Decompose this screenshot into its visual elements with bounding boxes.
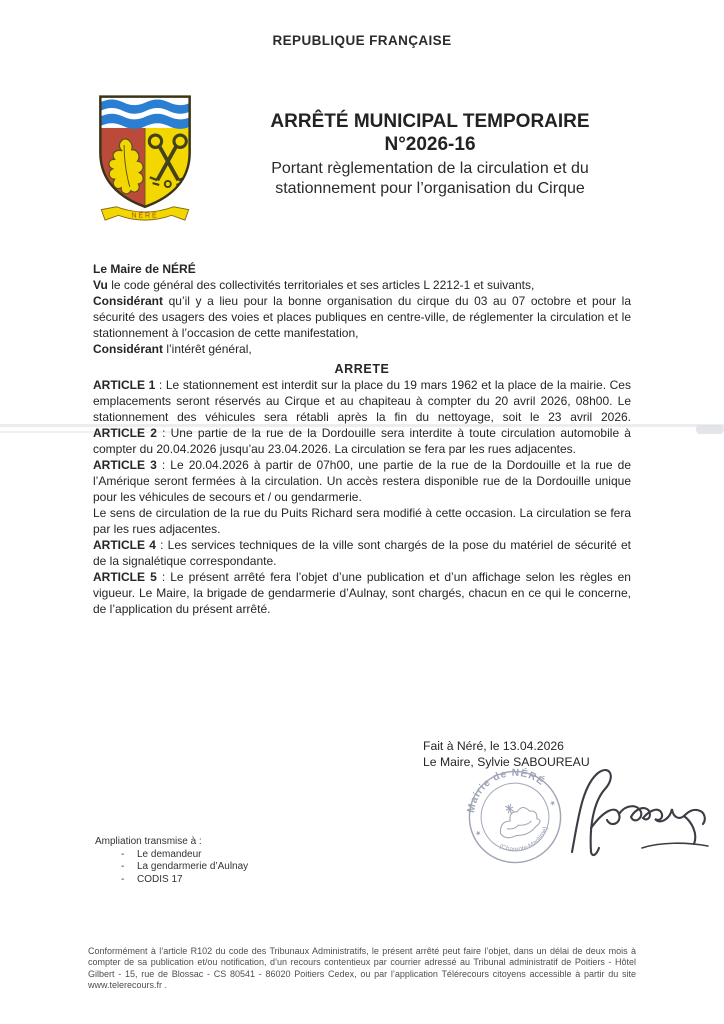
article-3-continuation	[93, 505, 631, 537]
legal-footer: Conformément à l’article R102 du code des Tribunaux Administratifs, le présent arrêté peut faire l’objet, dans un délai de deux mois à compter de sa publication et/ou notification, d’un recours contentieux par courrier adressé au Tribunal administratif de Poitiers - Hôtel Gilbert - 15, rue de Blossac - CS 80541 - 86020 Poitiers Cedex, ou par l’application Télérecours citoyens accessible à partir du site www.telerecours.fr .	[88, 946, 636, 991]
stamp-star-left: ★	[474, 829, 483, 839]
stamp-star-right: ★	[548, 799, 558, 809]
article-text: : Le 20.04.2026 à partir de 07h00, une partie de la rue de la Dordouille et la rue de l’Amérique seront fermées à la circulation. Un accès restera disponible rue de la Dordouille unique pour les véhicules de secours et / ou gendarmerie.	[93, 458, 631, 504]
article-text: : Le présent arrêté fera l’objet d’une publication et d’un affichage selon les règles en vigueur. Le Maire, la brigade de gendarmerie d’Aulnay, sont chargés, chacun en ce qui le concerne, de l’application du présent arrêté.	[93, 570, 631, 616]
scan-artifact-smudge	[696, 425, 724, 434]
article-5	[93, 569, 631, 617]
dash-bullet: -	[121, 848, 125, 860]
decree-title: ARRÊTÉ MUNICIPAL TEMPORAIRE	[270, 111, 590, 132]
article-label: ARTICLE 1	[93, 378, 156, 392]
article-label: ARTICLE 3	[93, 458, 157, 472]
article-label: ARTICLE 5	[93, 570, 157, 584]
article-4	[93, 537, 631, 569]
considerant-clause-1	[93, 293, 631, 341]
considerant-text: qu’il y a lieu pour la bonne organisation du cirque du 03 au 07 octobre et pour la sécurité des usagers des voies et places publiques en centre-ville, de réglementer la circulation et le stationnement à l’occasion de cette manifestation,	[93, 294, 631, 340]
mayor-line: Le Maire de NÉRÉ	[93, 262, 196, 276]
decree-subtitle: Portant règlementation de la circulation et du stationnement pour l’organisation du Cirque	[271, 160, 589, 197]
stamp-top-text: Mairie de NÉRÉ	[465, 767, 547, 814]
considerant-clause-2	[93, 341, 631, 357]
svg-text:(Charente-Maritime)	[496, 824, 554, 861]
ampliation-item-text: CODIS 17	[137, 873, 183, 885]
republic-header: REPUBLIQUE FRANÇAISE	[272, 33, 452, 48]
considerant-text: l’intérêt général,	[163, 342, 252, 356]
stamp-center-emblem	[492, 796, 543, 843]
arrete-heading: ARRETE	[334, 362, 390, 376]
ampliation-title: Ampliation transmise à :	[95, 836, 202, 847]
vu-clause	[93, 277, 631, 293]
vu-label: Vu	[93, 278, 108, 292]
arms-banner	[101, 207, 188, 220]
vu-text: le code général des collectivités territoriales et ses articles L 2212-1 et suivants,	[107, 278, 535, 292]
title-block	[240, 110, 620, 199]
article-label: ARTICLE 2	[93, 426, 157, 440]
decree-body	[93, 261, 631, 617]
ampliation-item	[95, 849, 248, 862]
dash-bullet: -	[121, 873, 125, 885]
signature-signer: Le Maire, Sylvie SABOUREAU	[423, 755, 590, 769]
ampliation-block	[95, 836, 248, 886]
ampliation-item	[95, 861, 248, 874]
article-text: : Le stationnement est interdit sur la place du 19 mars 1962 et la place de la mairie. Ces emplacements seront réservés au Cirque et au chapiteau à compter du 20 avril 2026, 08h00. Le stationnement des véhicules sera rétabli après la fin du nettoyage, soit le 23 avril 2026.	[93, 378, 631, 424]
ampliation-item	[95, 874, 248, 887]
ampliation-item-text: Le demandeur	[137, 848, 202, 860]
considerant-label: Considérant	[93, 294, 164, 308]
handwritten-signature	[556, 760, 722, 860]
article-3	[93, 457, 631, 505]
article-label: ARTICLE 4	[93, 538, 156, 552]
dash-bullet: -	[121, 861, 125, 872]
nere-coat-of-arms	[88, 84, 202, 227]
decree-number: N°2026-16	[384, 134, 476, 155]
arms-banner-label: NÉRÉ	[131, 211, 159, 220]
article-text: : Les services techniques de la ville sont chargés de la pose du matériel de sécurité et de la signalétique correspondante.	[93, 538, 631, 568]
article-text: : Une partie de la rue de la Dordouille sera interdite à toute circulation automobile à compter du 20.04.2026 jusqu’au 23.04.2026. La circulation se fera par les rues adjacentes.	[93, 426, 631, 456]
article-2	[93, 425, 631, 457]
stamp-bottom-text: (Charente-Maritime)	[498, 825, 550, 854]
article-1	[93, 377, 631, 425]
signature-place-date: Fait à Néré, le 13.04.2026	[423, 739, 564, 753]
ampliation-item-text: La gendarmerie d’Aulnay	[137, 861, 249, 872]
considerant-label: Considérant	[93, 342, 164, 356]
article-text: Le sens de circulation de la rue du Puits Richard sera modifié à cette occasion. La circulation se fera par les rues adjacentes.	[93, 506, 631, 536]
